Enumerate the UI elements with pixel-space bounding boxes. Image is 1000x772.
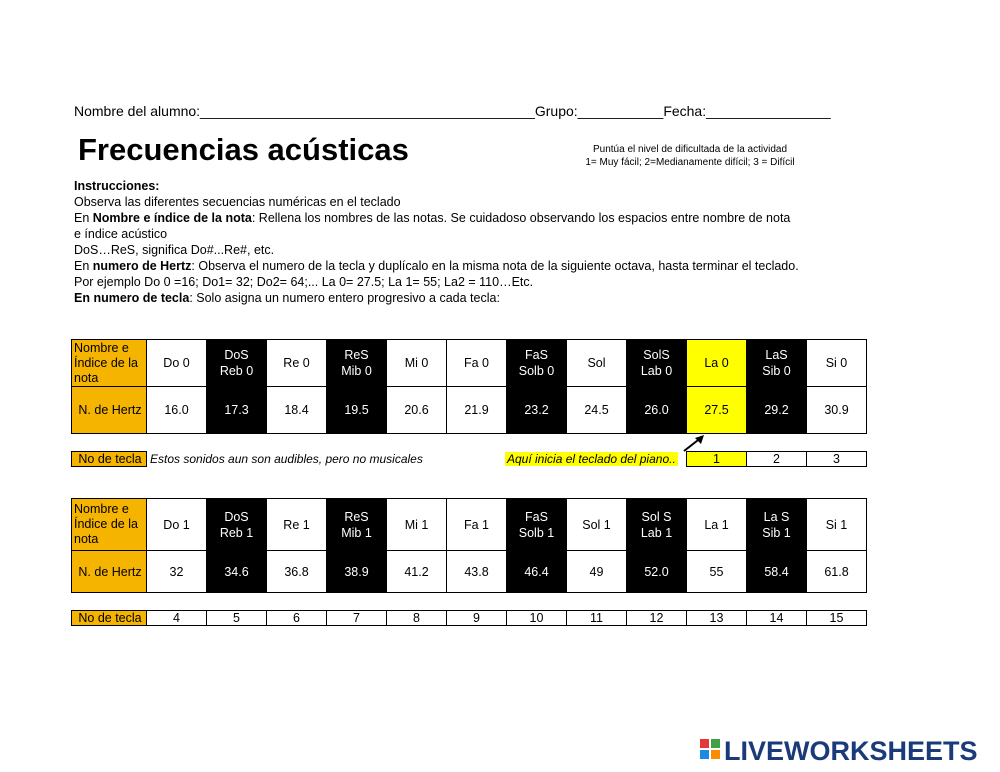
instructions-heading: Instrucciones:	[74, 179, 160, 193]
note-name-cell[interactable]	[747, 340, 807, 387]
note-name-cell[interactable]	[447, 499, 507, 551]
note-alt-name-text: Reb 1	[219, 525, 254, 540]
key-number-cell[interactable]: 3	[807, 452, 867, 467]
key-number-row-2	[71, 610, 867, 626]
note-alt-name-text: Lab 0	[640, 364, 673, 378]
key-number-cell[interactable]: 7	[327, 611, 387, 626]
piano-start-note: Aquí inicia el teclado del piano..	[507, 452, 676, 466]
instructions	[74, 178, 834, 306]
key-number-cell[interactable]: 14	[747, 611, 807, 626]
difficulty-line-1: Puntúa el nivel de dificultada de la actividad	[592, 144, 788, 155]
note-name-cell[interactable]	[507, 340, 567, 387]
octave-0-table	[71, 339, 867, 434]
note-name-text: FaS	[525, 509, 548, 524]
note-alt-name-text: Mib 1	[341, 525, 372, 540]
note-name-text: Re 1	[283, 517, 310, 532]
hertz-cell[interactable]: 55	[687, 551, 747, 593]
note-name-cell[interactable]	[567, 499, 627, 551]
note-name-cell[interactable]	[567, 340, 627, 387]
note-alt-name-text: Sib 0	[762, 364, 791, 378]
note-name-cell[interactable]	[447, 340, 507, 387]
note-name-cell[interactable]	[327, 499, 387, 551]
key-number-cell[interactable]: 8	[387, 611, 447, 626]
hertz-cell[interactable]: 32	[147, 551, 207, 593]
note-name-text: DoS	[224, 348, 249, 362]
note-name-cell[interactable]	[267, 340, 327, 387]
instruction-line: DoS…ReS, significa Do#...Re#, etc.	[74, 243, 275, 257]
note-name-text: ReS	[344, 509, 369, 524]
note-name-text: Sol S	[641, 509, 672, 524]
note-name-text: Fa 0	[463, 356, 489, 370]
hertz-cell[interactable]: 18.4	[267, 387, 327, 434]
note-name-text: Do 0	[163, 356, 190, 370]
note-name-cell[interactable]	[627, 499, 687, 551]
note-name-text: Mi 1	[404, 517, 429, 532]
note-alt-name-text: Lab 1	[640, 525, 673, 540]
note-name-cell[interactable]	[807, 499, 867, 551]
key-number-label: No de tecla	[72, 611, 147, 626]
hertz-cell[interactable]: 29.2	[747, 387, 807, 434]
note-name-text: La S	[763, 509, 790, 524]
note-name-cell[interactable]	[807, 340, 867, 387]
hertz-cell[interactable]: 36.8	[267, 551, 327, 593]
note-name-text: Re 0	[283, 356, 310, 370]
hertz-cell[interactable]: 58.4	[747, 551, 807, 593]
note-name-text: LaS	[765, 348, 788, 362]
key-number-label: No de tecla	[72, 452, 147, 467]
hertz-cell[interactable]: 19.5	[327, 387, 387, 434]
note-name-cell[interactable]	[147, 340, 207, 387]
instruction-line: Por ejemplo Do 0 =16; Do1= 32; Do2= 64;... La 0= 27.5; La 1= 55; La2 = 110…Etc.	[74, 275, 534, 289]
note-name-cell[interactable]	[507, 499, 567, 551]
hertz-label: N. de Hertz	[72, 551, 147, 593]
instruction-line: Observa las diferentes secuencias numéricas en el teclado	[74, 195, 401, 209]
note-alt-name-text: Reb 0	[219, 364, 254, 378]
note-name-text: ReS	[344, 348, 369, 362]
hertz-label: N. de Hertz	[72, 387, 147, 434]
note-name-cell[interactable]	[627, 340, 687, 387]
note-name-text: FaS	[525, 348, 548, 362]
student-name-line: Nombre del alumno:___________________________________________Grupo:___________Fecha:________________	[74, 103, 831, 119]
note-name-text: Mi 0	[404, 356, 429, 370]
key-number-cell[interactable]: 6	[267, 611, 327, 626]
instruction-line: En numero de Hertz: Observa el numero de la tecla y duplícalo en la misma nota de la siguiente octava, hasta terminar el teclado.	[74, 259, 799, 273]
key-number-cell[interactable]: 10	[507, 611, 567, 626]
instruction-line: En numero de tecla: Solo asigna un numero entero progresivo a cada tecla:	[74, 291, 500, 305]
hertz-cell[interactable]: 41.2	[387, 551, 447, 593]
key-number-cell[interactable]: 11	[567, 611, 627, 626]
note-name-cell[interactable]	[387, 340, 447, 387]
key-number-cell[interactable]: 5	[207, 611, 267, 626]
audible-note: Estos sonidos aun son audibles, pero no musicales	[150, 452, 423, 466]
note-name-cell[interactable]	[207, 340, 267, 387]
note-alt-name-text: Solb 0	[518, 364, 555, 378]
hertz-cell[interactable]: 38.9	[327, 551, 387, 593]
note-name-cell[interactable]	[207, 499, 267, 551]
note-name-cell[interactable]	[147, 499, 207, 551]
hertz-cell[interactable]: 49	[567, 551, 627, 593]
note-name-text: Do 1	[163, 517, 190, 532]
hertz-cell[interactable]: 34.6	[207, 551, 267, 593]
key-number-cell[interactable]: 4	[147, 611, 207, 626]
hertz-cell[interactable]: 61.8	[807, 551, 867, 593]
key-number-cell[interactable]: 1	[687, 452, 747, 467]
note-name-text: Si 1	[825, 517, 848, 532]
key-number-cell[interactable]: 15	[807, 611, 867, 626]
difficulty-line-2: 1= Muy fácil; 2=Medianamente difícil; 3 = Difícil	[585, 157, 795, 168]
note-name-label: Nombre e Índice de la nota	[72, 340, 147, 387]
hertz-cell[interactable]: 20.6	[387, 387, 447, 434]
hertz-cell[interactable]: 43.8	[447, 551, 507, 593]
note-name-label: Nombre e Índice de la nota	[72, 499, 147, 551]
note-name-text: La 1	[704, 517, 729, 532]
note-alt-name-text: Solb 1	[518, 525, 555, 540]
note-name-text: Fa 1	[463, 517, 489, 532]
note-name-text: Si 0	[825, 356, 848, 370]
key-number-cell[interactable]: 12	[627, 611, 687, 626]
note-name-cell[interactable]	[687, 340, 747, 387]
instruction-line: e índice acústico	[74, 227, 168, 241]
hertz-cell[interactable]: 24.5	[567, 387, 627, 434]
key-number-cell[interactable]: 13	[687, 611, 747, 626]
hertz-cell[interactable]: 26.0	[627, 387, 687, 434]
note-name-text: Sol 1	[582, 517, 611, 532]
hertz-cell[interactable]: 52.0	[627, 551, 687, 593]
hertz-cell[interactable]: 30.9	[807, 387, 867, 434]
hertz-cell[interactable]: 16.0	[147, 387, 207, 434]
hertz-cell[interactable]: 46.4	[507, 551, 567, 593]
note-name-cell[interactable]	[267, 499, 327, 551]
note-name-text: SolS	[643, 348, 670, 362]
difficulty-note	[565, 143, 815, 169]
page-title: Frecuencias acústicas	[78, 132, 409, 167]
instruction-line: En Nombre e índice de la nota: Rellena los nombres de las notas. Se cuidadoso observando los espacios entre nombre de nota	[74, 211, 791, 225]
key-number-cell[interactable]: 2	[747, 452, 807, 467]
note-name-cell[interactable]	[327, 340, 387, 387]
hertz-cell[interactable]: 17.3	[207, 387, 267, 434]
hertz-cell[interactable]: 21.9	[447, 387, 507, 434]
octave-1-table	[71, 498, 867, 593]
note-name-cell[interactable]	[387, 499, 447, 551]
note-alt-name-text: Sib 1	[762, 525, 791, 540]
arrow-icon	[680, 432, 710, 454]
key-number-cell[interactable]: 9	[447, 611, 507, 626]
note-name-text: Sol	[587, 356, 606, 370]
note-alt-name-text: Mib 0	[341, 364, 372, 378]
note-name-cell[interactable]	[687, 499, 747, 551]
liveworksheets-logo-icon	[700, 737, 722, 765]
brand-wordmark: LIVEWORKSHEETS	[724, 736, 978, 766]
hertz-cell[interactable]: 23.2	[507, 387, 567, 434]
hertz-cell[interactable]: 27.5	[687, 387, 747, 434]
note-name-cell[interactable]	[747, 499, 807, 551]
note-name-text: DoS	[224, 509, 249, 524]
note-name-text: La 0	[704, 356, 729, 370]
